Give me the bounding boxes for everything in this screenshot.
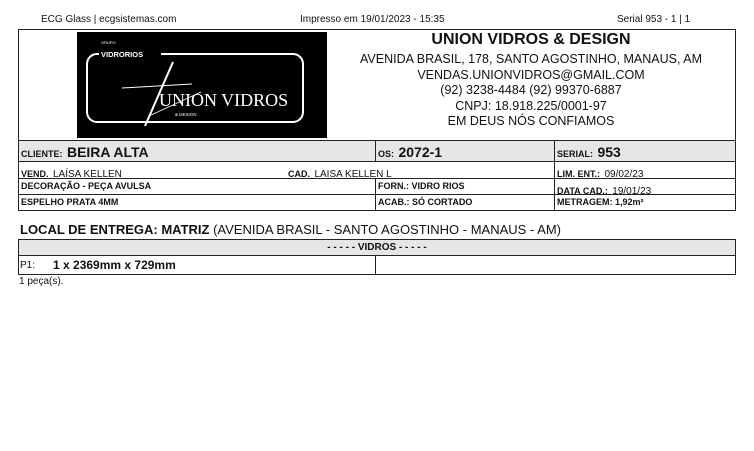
logo-text-design: & DESIGN bbox=[175, 112, 197, 117]
company-logo bbox=[77, 32, 327, 138]
cliente-label: CLIENTE: bbox=[21, 149, 63, 159]
vidros-title: - - - - - VIDROS - - - - - bbox=[19, 240, 735, 256]
order-header-frame bbox=[18, 29, 736, 211]
row-espelho bbox=[19, 194, 735, 211]
company-motto: EM DEUS NÓS CONFIAMOS bbox=[447, 114, 615, 128]
cell-lim bbox=[554, 162, 736, 178]
company-cnpj: CNPJ: 18.918.225/0001-97 bbox=[455, 98, 607, 113]
logo-graphic bbox=[77, 32, 327, 138]
delivery-location bbox=[20, 222, 561, 237]
cad-label: CAD. bbox=[288, 169, 310, 179]
vidros-table bbox=[18, 239, 736, 275]
company-address: AVENIDA BRASIL, 178, SANTO AGOSTINHO, MANAUS, AM bbox=[360, 52, 702, 66]
lim-label: LIM. ENT.: bbox=[557, 169, 600, 179]
print-header bbox=[0, 14, 754, 28]
cell-metragem bbox=[554, 195, 736, 211]
serial-value: 953 bbox=[597, 144, 621, 160]
os-value: 2072-1 bbox=[398, 144, 443, 160]
vend-value: LAÍSA KELLEN bbox=[52, 169, 122, 180]
cell-decoracao bbox=[19, 179, 375, 194]
row-decoracao bbox=[19, 178, 735, 197]
delivery-label: LOCAL DE ENTREGA: MATRIZ bbox=[20, 222, 210, 237]
metragem-label: METRAGEM: bbox=[557, 197, 613, 207]
cell-espelho bbox=[19, 195, 375, 211]
logo-text-union: UNION VIDROS bbox=[159, 90, 289, 110]
cliente-value: BEIRA ALTA bbox=[66, 144, 149, 160]
table-row bbox=[19, 256, 735, 274]
cad-value: LAISA KELLEN L bbox=[314, 169, 392, 180]
cell-os bbox=[375, 141, 554, 161]
software-label: ECG Glass | ecgsistemas.com bbox=[41, 14, 177, 25]
logo-text-vidrorios: VIDRORIOS bbox=[101, 50, 144, 59]
lim-value: 09/02/23 bbox=[604, 169, 644, 180]
metragem-value: 1,92m² bbox=[615, 197, 644, 207]
acab-label: ACAB.: bbox=[378, 197, 410, 207]
row-cliente bbox=[19, 140, 735, 161]
column-divider bbox=[375, 256, 376, 274]
datacad-value: 19/01/23 bbox=[612, 186, 652, 197]
piece-dimensions: 1 x 2369mm x 729mm bbox=[53, 258, 176, 272]
forn-value: VIDRO RIOS bbox=[411, 181, 465, 191]
company-email: VENDAS.UNIONVIDROS@GMAIL.COM bbox=[417, 67, 645, 82]
cell-cliente bbox=[19, 141, 375, 161]
acab-value: SÓ CORTADO bbox=[412, 197, 473, 207]
piece-id: P1: bbox=[20, 260, 36, 271]
cell-acab bbox=[375, 195, 554, 211]
decoracao-value: DECORAÇÃO - PEÇA AVULSA bbox=[21, 181, 152, 191]
espelho-value: ESPELHO PRATA 4MM bbox=[21, 197, 119, 207]
forn-label: FORN.: bbox=[378, 181, 409, 191]
row-vendedor bbox=[19, 161, 735, 178]
cell-forn bbox=[375, 179, 554, 194]
datacad-label: DATA CAD.: bbox=[557, 186, 608, 196]
os-label: OS: bbox=[378, 149, 395, 159]
serial-page: Serial 953 - 1 | 1 bbox=[617, 14, 691, 25]
company-phones: (92) 3238-4484 (92) 99370-6887 bbox=[440, 83, 622, 97]
cell-vend bbox=[19, 162, 553, 178]
piece-count: 1 peça(s). bbox=[19, 276, 64, 287]
cell-serial bbox=[554, 141, 736, 161]
vend-label: VEND. bbox=[21, 169, 49, 179]
logo-text-grupo: GRUPO bbox=[101, 40, 116, 45]
printed-date: Impresso em 19/01/2023 - 15:35 bbox=[300, 14, 445, 25]
company-name: UNION VIDROS & DESIGN bbox=[431, 31, 631, 48]
cell-datacad bbox=[554, 179, 736, 197]
company-info bbox=[331, 30, 731, 130]
serial-label: SERIAL: bbox=[557, 149, 593, 159]
delivery-value: (AVENIDA BRASIL - SANTO AGOSTINHO - MANAUS - AM) bbox=[213, 222, 562, 237]
